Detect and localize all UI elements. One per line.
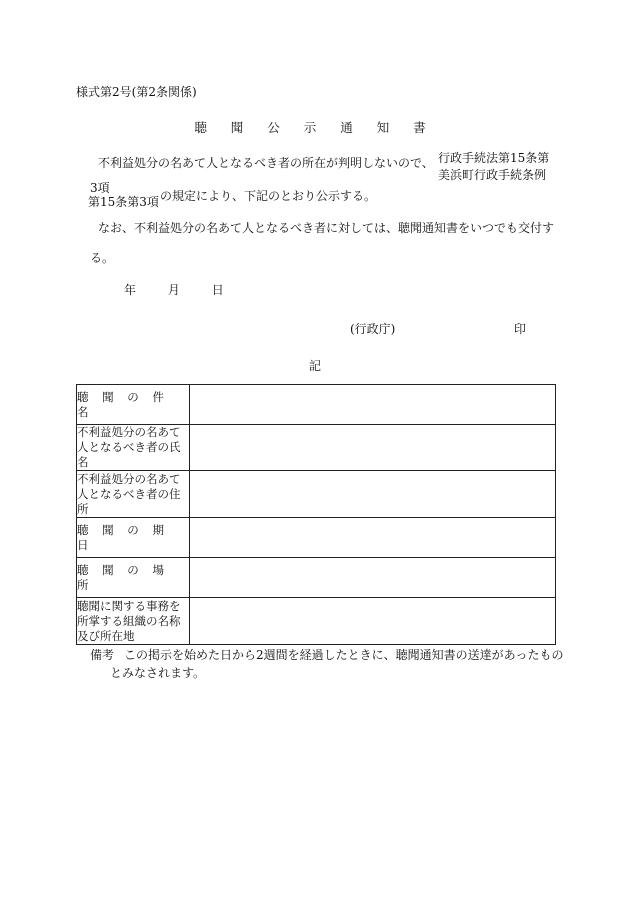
details-table (76, 384, 556, 645)
row-value-place[interactable] (190, 558, 556, 598)
agency-label: (行政庁) (350, 322, 396, 336)
paragraph2-line1: なお、不利益処分の名あて人となるべき者に対しては、聴聞通知書をいつでも交付す (98, 221, 555, 235)
paragraph1-text-b: の規定により、下記のとおり公示する。 (160, 189, 377, 203)
row-label-date: 聴 聞 の 期 日 (77, 518, 190, 558)
remarks-line1: この掲示を始めた日から2週間を経過したときに、聴聞通知書の送達があったもの (124, 648, 564, 662)
row-label-subject: 聴 聞 の 件 名 (77, 385, 190, 425)
law-options (438, 150, 549, 184)
law-option-1: 行政手続法第15条第 (438, 151, 550, 165)
law-option-1-continuation: 3項 (90, 181, 110, 195)
paragraph2-line2: る。 (90, 251, 115, 265)
row-value-date[interactable] (190, 518, 556, 558)
form-number: 様式第2号(第2条関係) (76, 85, 197, 99)
date-line (124, 283, 252, 299)
remarks-line2: とみなされます。 (110, 666, 206, 680)
table-row (77, 598, 556, 645)
table-row (77, 518, 556, 558)
table-row (77, 425, 556, 471)
row-value-organization[interactable] (190, 598, 556, 645)
table-row (77, 558, 556, 598)
date-day: 日 (211, 283, 224, 297)
date-month: 月 (167, 283, 180, 297)
table-row (77, 385, 556, 425)
table-row (77, 471, 556, 518)
row-label-name: 不利益処分の名あて人となるべき者の氏名 (77, 425, 190, 471)
row-value-name[interactable] (190, 425, 556, 471)
row-label-place: 聴 聞 の 場 所 (77, 558, 190, 598)
law-option-2-continuation: 第15条第3項 (88, 195, 159, 209)
paragraph1-text-a: 不利益処分の名あて人となるべき者の所在が判明しないので、 (98, 156, 434, 170)
document-title: 聴 聞 公 示 通 知 書 (194, 120, 436, 135)
date-year: 年 (124, 283, 137, 297)
law-option-2: 美浜町行政手続条例 (438, 168, 547, 182)
seal-mark: 印 (514, 322, 527, 336)
row-label-organization: 聴聞に関する事務を所掌する組織の名称及び所在地 (77, 598, 190, 645)
row-value-subject[interactable] (190, 385, 556, 425)
remarks-label: 備考 (90, 648, 115, 662)
ki-heading: 記 (308, 359, 321, 373)
row-label-address: 不利益処分の名あて人となるべき者の住所 (77, 471, 190, 518)
row-value-address[interactable] (190, 471, 556, 518)
